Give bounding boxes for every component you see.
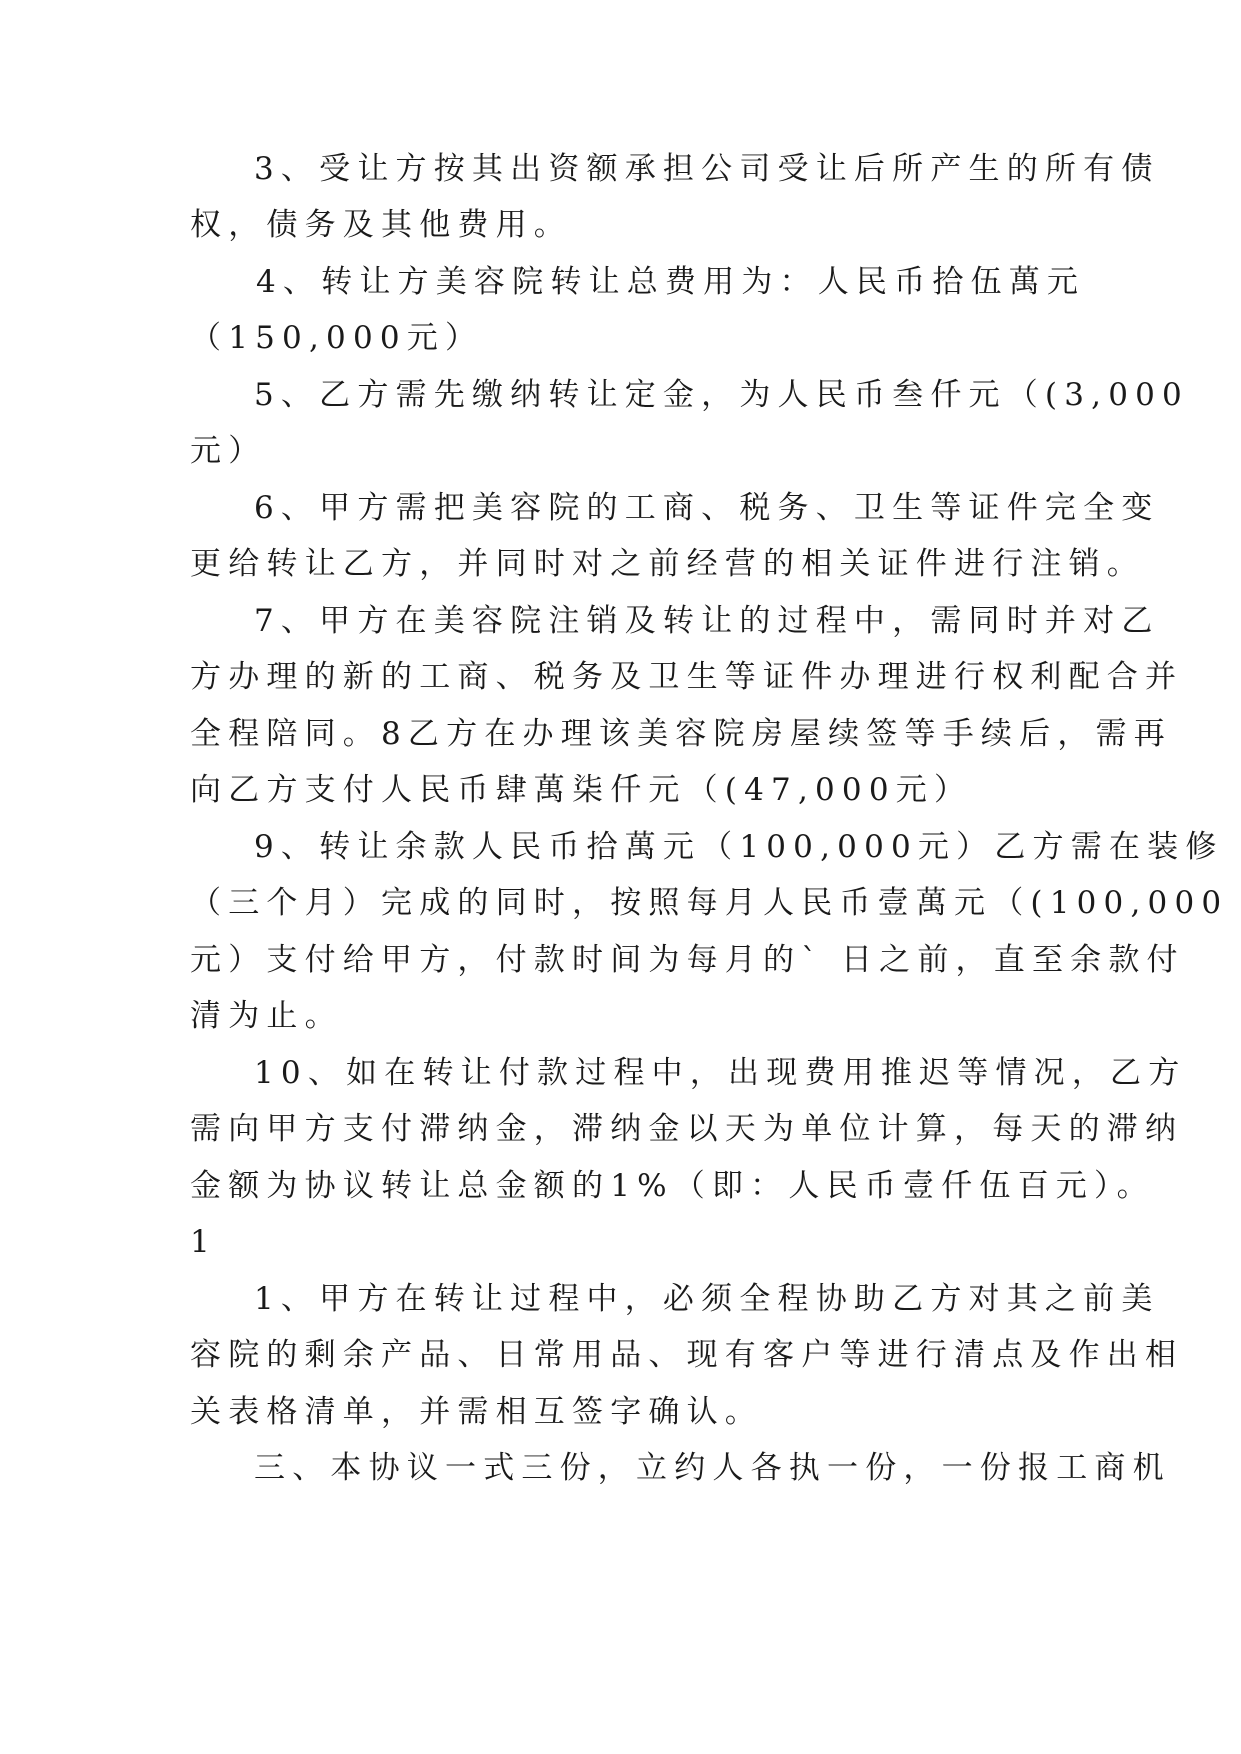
paragraph-5-line-1: 5、乙方需先缴纳转让定金，为人民币叁仟元（(3,000: [254, 377, 1189, 413]
paragraph-4-line-2: （150,000元）: [190, 320, 484, 356]
paragraph-3-line-2: 权，债务及其他费用。: [190, 207, 572, 243]
paragraph-4-line-1: 4、转让方美容院转让总费用为：人民币拾伍萬元: [256, 264, 1086, 300]
paragraph-10-line-1: 10、如在转让付款过程中，出现费用推迟等情况，乙方: [254, 1055, 1187, 1091]
paragraph-7-line-4: 向乙方支付人民币肆萬柒仟元（(47,000元）: [190, 772, 973, 808]
paragraph-11-line-1: 1、甲方在转让过程中，必须全程协助乙方对其之前美: [254, 1281, 1160, 1317]
paragraph-9-line-2: （三个月）完成的同时，按照每月人民币壹萬元（(100,000: [190, 885, 1229, 921]
section-3-line-1: 三、本协议一式三份，立约人各执一份，一份报工商机: [254, 1450, 1171, 1486]
paragraph-3-line-1: 3、受让方按其出资额承担公司受让后所产生的所有债: [254, 151, 1160, 187]
paragraph-9-line-1: 9、转让余款人民币拾萬元（100,000元）乙方需在装修: [254, 829, 1224, 865]
paragraph-10-line-3: 金额为协议转让总金额的1%（即：人民币壹仟伍百元）。: [190, 1168, 1155, 1204]
paragraph-6-line-2: 更给转让乙方，并同时对之前经营的相关证件进行注销。: [190, 546, 1145, 582]
paragraph-7-line-1: 7、甲方在美容院注销及转让的过程中，需同时并对乙: [254, 603, 1160, 639]
paragraph-9-line-4: 清为止。: [190, 998, 343, 1034]
paragraph-11-line-2: 容院的剩余产品、日常用品、现有客户等进行清点及作出相: [190, 1337, 1184, 1373]
paragraph-10-line-4: 1: [190, 1224, 217, 1260]
paragraph-6-line-1: 6、甲方需把美容院的工商、税务、卫生等证件完全变: [254, 490, 1160, 526]
paragraph-10-line-2: 需向甲方支付滞纳金，滞纳金以天为单位计算，每天的滞纳: [190, 1111, 1184, 1147]
paragraph-11-line-3: 关表格清单，并需相互签字确认。: [190, 1394, 763, 1430]
paragraph-7-line-3: 全程陪同。8乙方在办理该美容院房屋续签等手续后，需再: [190, 716, 1172, 752]
paragraph-5-line-2: 元）: [190, 433, 267, 469]
paragraph-9-line-3: 元）支付给甲方，付款时间为每月的` 日之前，直至余款付: [190, 942, 1185, 978]
paragraph-7-line-2: 方办理的新的工商、税务及卫生等证件办理进行权利配合并: [190, 659, 1184, 695]
